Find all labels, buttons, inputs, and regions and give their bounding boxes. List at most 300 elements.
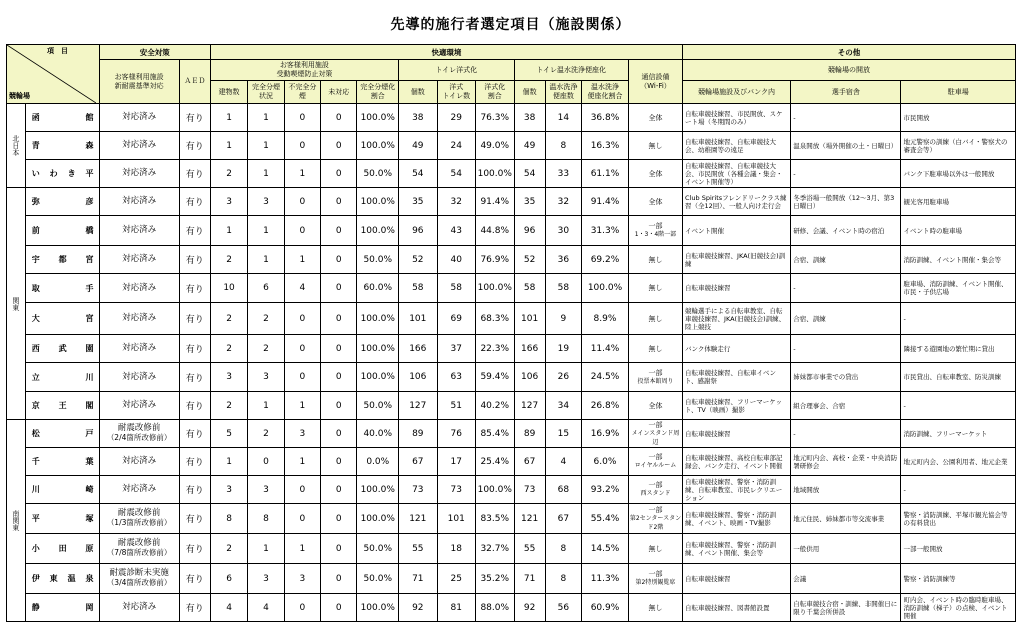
header-item: 項 目 xyxy=(47,47,68,55)
venue-cell: 前橋 xyxy=(25,216,99,246)
parking-cell: イベント時の駐車場 xyxy=(901,216,1016,246)
wifi-cell: 全体 xyxy=(628,160,682,188)
western-cell: 32 xyxy=(437,188,475,216)
westrate-cell: 32.7% xyxy=(476,534,514,564)
none-cell: 0 xyxy=(321,246,357,274)
warmrate-cell: 24.5% xyxy=(582,363,629,392)
toilet-count-cell: 127 xyxy=(399,392,437,420)
none-cell: 0 xyxy=(321,448,357,476)
venue-cell: 静岡 xyxy=(25,594,99,622)
venue-cell: 弥彦 xyxy=(25,188,99,216)
westrate-cell: 91.4% xyxy=(476,188,514,216)
table-row xyxy=(7,188,1016,216)
wifi-cell: 無し xyxy=(628,274,682,303)
warm-cell: 14 xyxy=(545,104,581,132)
none-cell: 0 xyxy=(321,564,357,594)
partial-cell: 0 xyxy=(284,188,320,216)
western-cell: 37 xyxy=(437,335,475,363)
lodge-cell: 自転車競技合宿・訓練、非開催日に限り千葉会所併設 xyxy=(791,594,901,622)
bank-cell: 自転車競技練習、図書館設置 xyxy=(683,594,791,622)
western-cell: 63 xyxy=(437,363,475,392)
table-row xyxy=(7,504,1016,534)
quake-cell: 対応済み xyxy=(99,188,179,216)
westrate-cell: 40.2% xyxy=(476,392,514,420)
parking-cell: 消防訓練、フリーマーケット xyxy=(901,420,1016,448)
table-row xyxy=(7,246,1016,274)
bank-cell: イベント開催 xyxy=(683,216,791,246)
venue-cell: 函館 xyxy=(25,104,99,132)
venue-cell: 千葉 xyxy=(25,448,99,476)
aed-cell: 有り xyxy=(179,160,210,188)
fullrate-cell: 100.0% xyxy=(357,132,399,160)
warmrate-cell: 36.8% xyxy=(582,104,629,132)
partial-cell: 0 xyxy=(284,504,320,534)
full-cell: 3 xyxy=(248,188,284,216)
wifi-cell: 一部 1・3・4階一部 xyxy=(628,216,682,246)
westrate-cell: 83.5% xyxy=(476,504,514,534)
table-body xyxy=(7,104,1016,622)
western-cell: 51 xyxy=(437,392,475,420)
parking-cell: - xyxy=(901,476,1016,504)
westrate-cell: 100.0% xyxy=(476,274,514,303)
wifi-cell: 一部 ロイヤルルーム xyxy=(628,448,682,476)
parking-cell: 隣接する遊園地の繁忙期に貸出 xyxy=(901,335,1016,363)
aed-cell: 有り xyxy=(179,274,210,303)
header-none: 未対応 xyxy=(321,81,357,104)
lodge-cell: 合宿、訓練 xyxy=(791,246,901,274)
toilet-count-cell: 106 xyxy=(399,363,437,392)
quake-cell: 対応済み xyxy=(99,363,179,392)
aed-cell: 有り xyxy=(179,335,210,363)
washlet-count-cell: 127 xyxy=(514,392,545,420)
lodge-cell: 温泉開放（場外開催の土・日曜日） xyxy=(791,132,901,160)
toilet-count-cell: 73 xyxy=(399,476,437,504)
washlet-count-cell: 101 xyxy=(514,303,545,335)
westrate-cell: 25.4% xyxy=(476,448,514,476)
full-cell: 1 xyxy=(248,392,284,420)
bank-cell: バンク体験走行 xyxy=(683,335,791,363)
bank-cell: 競輪選手による自転車教室、自転車競技練習、JKA(旧競技会)訓練、陸上競技 xyxy=(683,303,791,335)
quake-cell: 耐震改修前 （7/8箇所改修前） xyxy=(99,534,179,564)
warmrate-cell: 11.4% xyxy=(582,335,629,363)
bldg-cell: 2 xyxy=(210,303,247,335)
lodge-cell: 地域開放 xyxy=(791,476,901,504)
bank-cell: 自転車競技練習、自転車イベント、感謝祭 xyxy=(683,363,791,392)
warm-cell: 67 xyxy=(545,504,581,534)
toilet-count-cell: 121 xyxy=(399,504,437,534)
parking-cell: 駐車場、消防訓練、イベント開催、市民・子供広場 xyxy=(901,274,1016,303)
quake-cell: 対応済み xyxy=(99,132,179,160)
wifi-cell: 一部 第2センタースタンド2階 xyxy=(628,504,682,534)
aed-cell: 有り xyxy=(179,363,210,392)
bank-cell: Club Spiritsフレンドリークラス練習（全12回）、一般人向け走行会 xyxy=(683,188,791,216)
toilet-count-cell: 54 xyxy=(399,160,437,188)
westrate-cell: 88.0% xyxy=(476,594,514,622)
warmrate-cell: 61.1% xyxy=(582,160,629,188)
full-cell: 4 xyxy=(248,594,284,622)
fullrate-cell: 60.0% xyxy=(357,274,399,303)
warmrate-cell: 93.2% xyxy=(582,476,629,504)
western-cell: 54 xyxy=(437,160,475,188)
washlet-count-cell: 92 xyxy=(514,594,545,622)
warmrate-cell: 60.9% xyxy=(582,594,629,622)
none-cell: 0 xyxy=(321,594,357,622)
none-cell: 0 xyxy=(321,303,357,335)
quake-cell: 対応済み xyxy=(99,303,179,335)
partial-cell: 3 xyxy=(284,420,320,448)
fullrate-cell: 100.0% xyxy=(357,216,399,246)
table-row xyxy=(7,132,1016,160)
western-cell: 76 xyxy=(437,420,475,448)
warm-cell: 30 xyxy=(545,216,581,246)
western-cell: 101 xyxy=(437,504,475,534)
wifi-cell: 無し xyxy=(628,594,682,622)
none-cell: 0 xyxy=(321,504,357,534)
full-cell: 1 xyxy=(248,216,284,246)
fullrate-cell: 100.0% xyxy=(357,476,399,504)
bldg-cell: 1 xyxy=(210,448,247,476)
bldg-cell: 8 xyxy=(210,504,247,534)
header-washlet: トイレ温水洗浄便座化 xyxy=(514,60,628,81)
header-corner xyxy=(7,45,100,104)
bank-cell: 自転車競技練習、警察・消防訓練、自転車教室、市民レクリエーション xyxy=(683,476,791,504)
washlet-count-cell: 38 xyxy=(514,104,545,132)
header-other: その他 xyxy=(683,45,1016,60)
westrate-cell: 35.2% xyxy=(476,564,514,594)
venue-cell: 小田原 xyxy=(25,534,99,564)
table-row xyxy=(7,335,1016,363)
bank-cell: 自転車競技練習 xyxy=(683,564,791,594)
quake-cell: 耐震改修前 （1/3箇所改修前） xyxy=(99,504,179,534)
bldg-cell: 3 xyxy=(210,188,247,216)
header-parking: 駐車場 xyxy=(901,81,1016,104)
westrate-cell: 68.3% xyxy=(476,303,514,335)
toilet-count-cell: 101 xyxy=(399,303,437,335)
bank-cell: 自転車競技練習、フリーマーケット、TV（映画）撮影 xyxy=(683,392,791,420)
header-bldg: 建物数 xyxy=(210,81,247,104)
full-cell: 1 xyxy=(248,534,284,564)
bldg-cell: 2 xyxy=(210,392,247,420)
warm-cell: 8 xyxy=(545,534,581,564)
warm-cell: 56 xyxy=(545,594,581,622)
bldg-cell: 2 xyxy=(210,246,247,274)
washlet-count-cell: 58 xyxy=(514,274,545,303)
warmrate-cell: 91.4% xyxy=(582,188,629,216)
bldg-cell: 2 xyxy=(210,534,247,564)
warm-cell: 32 xyxy=(545,188,581,216)
partial-cell: 0 xyxy=(284,476,320,504)
none-cell: 0 xyxy=(321,132,357,160)
lodge-cell: - xyxy=(791,420,901,448)
header-bank: 競輪場施設及びバンク内 xyxy=(683,81,791,104)
wifi-cell: 無し xyxy=(628,132,682,160)
none-cell: 0 xyxy=(321,188,357,216)
none-cell: 0 xyxy=(321,104,357,132)
quake-cell: 対応済み xyxy=(99,216,179,246)
venue-cell: 大宮 xyxy=(25,303,99,335)
warmrate-cell: 26.8% xyxy=(582,392,629,420)
aed-cell: 有り xyxy=(179,564,210,594)
western-cell: 58 xyxy=(437,274,475,303)
warm-cell: 19 xyxy=(545,335,581,363)
partial-cell: 0 xyxy=(284,303,320,335)
fullrate-cell: 100.0% xyxy=(357,104,399,132)
warmrate-cell: 14.5% xyxy=(582,534,629,564)
fullrate-cell: 100.0% xyxy=(357,335,399,363)
lodge-cell: - xyxy=(791,160,901,188)
none-cell: 0 xyxy=(321,274,357,303)
table-row xyxy=(7,476,1016,504)
westrate-cell: 44.8% xyxy=(476,216,514,246)
westrate-cell: 22.3% xyxy=(476,335,514,363)
table-row xyxy=(7,216,1016,246)
fullrate-cell: 100.0% xyxy=(357,594,399,622)
fullrate-cell: 50.0% xyxy=(357,534,399,564)
venue-cell: 西武園 xyxy=(25,335,99,363)
quake-cell: 対応済み xyxy=(99,448,179,476)
lodge-cell: - xyxy=(791,274,901,303)
western-cell: 18 xyxy=(437,534,475,564)
aed-cell: 有り xyxy=(179,216,210,246)
header-safety: 安全対策 xyxy=(99,45,210,60)
bank-cell: 自転車競技練習、警察・消防訓練、イベント、映画・TV撮影 xyxy=(683,504,791,534)
western-cell: 43 xyxy=(437,216,475,246)
washlet-count-cell: 67 xyxy=(514,448,545,476)
aed-cell: 有り xyxy=(179,132,210,160)
warmrate-cell: 11.3% xyxy=(582,564,629,594)
western-cell: 73 xyxy=(437,476,475,504)
lodge-cell: 地元町内会、高校・企業・中央消防署研修会 xyxy=(791,448,901,476)
partial-cell: 1 xyxy=(284,246,320,274)
fullrate-cell: 100.0% xyxy=(357,504,399,534)
washlet-count-cell: 166 xyxy=(514,335,545,363)
washlet-count-cell: 73 xyxy=(514,476,545,504)
header-wifi: 通信設備 （Wi-Fi） xyxy=(628,60,682,104)
header-westrate: 洋式化 割合 xyxy=(476,81,514,104)
partial-cell: 4 xyxy=(284,274,320,303)
toilet-count-cell: 58 xyxy=(399,274,437,303)
lodge-cell: 組合理事会、合宿 xyxy=(791,392,901,420)
westrate-cell: 100.0% xyxy=(476,160,514,188)
wifi-cell: 無し xyxy=(628,534,682,564)
aed-cell: 有り xyxy=(179,448,210,476)
full-cell: 2 xyxy=(248,303,284,335)
lodge-cell: 合宿、訓練 xyxy=(791,303,901,335)
none-cell: 0 xyxy=(321,420,357,448)
parking-cell: 観光客用駐車場 xyxy=(901,188,1016,216)
venue-cell: 青森 xyxy=(25,132,99,160)
fullrate-cell: 100.0% xyxy=(357,188,399,216)
partial-cell: 3 xyxy=(284,564,320,594)
bldg-cell: 1 xyxy=(210,104,247,132)
wifi-cell: 一部 投票本館周り xyxy=(628,363,682,392)
partial-cell: 1 xyxy=(284,392,320,420)
region-cell: 関東 xyxy=(7,188,26,420)
wifi-cell: 全体 xyxy=(628,188,682,216)
table-row xyxy=(7,448,1016,476)
warm-cell: 68 xyxy=(545,476,581,504)
table-row xyxy=(7,594,1016,622)
table-row xyxy=(7,420,1016,448)
parking-cell: 警察・消防訓練、平塚市観光協会等の有料貸出 xyxy=(901,504,1016,534)
header-toilet-count: 個数 xyxy=(399,81,437,104)
warm-cell: 4 xyxy=(545,448,581,476)
washlet-count-cell: 49 xyxy=(514,132,545,160)
lodge-cell: 研修、会議、イベント時の宿泊 xyxy=(791,216,901,246)
bldg-cell: 1 xyxy=(210,216,247,246)
aed-cell: 有り xyxy=(179,504,210,534)
table-row xyxy=(7,363,1016,392)
facility-table xyxy=(6,44,1016,622)
aed-cell: 有り xyxy=(179,188,210,216)
partial-cell: 0 xyxy=(284,594,320,622)
full-cell: 1 xyxy=(248,246,284,274)
warmrate-cell: 55.4% xyxy=(582,504,629,534)
toilet-count-cell: 71 xyxy=(399,564,437,594)
toilet-count-cell: 52 xyxy=(399,246,437,274)
quake-cell: 対応済み xyxy=(99,246,179,274)
washlet-count-cell: 54 xyxy=(514,160,545,188)
header-washlet-count: 個数 xyxy=(514,81,545,104)
washlet-count-cell: 55 xyxy=(514,534,545,564)
fullrate-cell: 40.0% xyxy=(357,420,399,448)
document-title: 先導的施行者選定項目（施設関係） xyxy=(390,17,631,33)
quake-cell: 対応済み xyxy=(99,335,179,363)
quake-cell: 耐震診断未実施 （3/4箇所改修前） xyxy=(99,564,179,594)
full-cell: 1 xyxy=(248,104,284,132)
wifi-cell: 一部 メインスタンド周辺 xyxy=(628,420,682,448)
wifi-cell: 全体 xyxy=(628,104,682,132)
full-cell: 2 xyxy=(248,335,284,363)
warm-cell: 8 xyxy=(545,564,581,594)
warm-cell: 9 xyxy=(545,303,581,335)
header-warm: 温水洗浄 便座数 xyxy=(545,81,581,104)
bank-cell: 自転車競技練習、警察・消防訓練、イベント開催、集会等 xyxy=(683,534,791,564)
aed-cell: 有り xyxy=(179,420,210,448)
fullrate-cell: 50.0% xyxy=(357,160,399,188)
toilet-count-cell: 89 xyxy=(399,420,437,448)
full-cell: 2 xyxy=(248,420,284,448)
parking-cell: バンク下駐車場以外は一般開放 xyxy=(901,160,1016,188)
header-toilet: トイレ洋式化 xyxy=(399,60,514,81)
header-aed: ＡＥＤ xyxy=(179,60,210,104)
partial-cell: 0 xyxy=(284,132,320,160)
quake-cell: 対応済み xyxy=(99,392,179,420)
bldg-cell: 3 xyxy=(210,476,247,504)
header-quake: お客様利用施設 新耐震基準対応 xyxy=(99,60,179,104)
full-cell: 1 xyxy=(248,160,284,188)
venue-cell: 立川 xyxy=(25,363,99,392)
quake-cell: 耐震改修前 （2/4箇所改修前） xyxy=(99,420,179,448)
parking-cell: 一部一般開放 xyxy=(901,534,1016,564)
washlet-count-cell: 96 xyxy=(514,216,545,246)
bank-cell: 自転車競技練習 xyxy=(683,420,791,448)
venue-cell: 伊東温泉 xyxy=(25,564,99,594)
toilet-count-cell: 55 xyxy=(399,534,437,564)
quake-cell: 対応済み xyxy=(99,594,179,622)
westrate-cell: 76.9% xyxy=(476,246,514,274)
venue-cell: 京王閣 xyxy=(25,392,99,420)
fullrate-cell: 100.0% xyxy=(357,363,399,392)
lodge-cell: - xyxy=(791,104,901,132)
venue-cell: 取手 xyxy=(25,274,99,303)
none-cell: 0 xyxy=(321,363,357,392)
full-cell: 3 xyxy=(248,476,284,504)
lodge-cell: 会議 xyxy=(791,564,901,594)
wifi-cell: 一部 第2特別観覧席 xyxy=(628,564,682,594)
warmrate-cell: 100.0% xyxy=(582,274,629,303)
wifi-cell: 無し xyxy=(628,335,682,363)
header-smoke: お客様利用施設 受動喫煙防止対策 xyxy=(210,60,398,81)
none-cell: 0 xyxy=(321,476,357,504)
toilet-count-cell: 96 xyxy=(399,216,437,246)
venue-cell: いわき平 xyxy=(25,160,99,188)
aed-cell: 有り xyxy=(179,594,210,622)
western-cell: 40 xyxy=(437,246,475,274)
quake-cell: 対応済み xyxy=(99,160,179,188)
toilet-count-cell: 38 xyxy=(399,104,437,132)
lodge-cell: 姉妹都市事業での貸出 xyxy=(791,363,901,392)
none-cell: 0 xyxy=(321,335,357,363)
washlet-count-cell: 52 xyxy=(514,246,545,274)
header-venue: 競輪場 xyxy=(9,92,30,100)
warm-cell: 26 xyxy=(545,363,581,392)
western-cell: 81 xyxy=(437,594,475,622)
header-warmrate: 温水洗浄 便座化割合 xyxy=(582,81,629,104)
region-cell: 北日本 xyxy=(7,104,26,188)
parking-cell: 市民貸出、自転車教室、防災訓練 xyxy=(901,363,1016,392)
lodge-cell: 一般供用 xyxy=(791,534,901,564)
none-cell: 0 xyxy=(321,392,357,420)
toilet-count-cell: 35 xyxy=(399,188,437,216)
partial-cell: 0 xyxy=(284,216,320,246)
partial-cell: 1 xyxy=(284,448,320,476)
partial-cell: 0 xyxy=(284,335,320,363)
bldg-cell: 1 xyxy=(210,132,247,160)
region-cell: 南関東 xyxy=(7,420,26,622)
aed-cell: 有り xyxy=(179,246,210,274)
lodge-cell: 地元住民、姉妹都市等交流事業 xyxy=(791,504,901,534)
washlet-count-cell: 35 xyxy=(514,188,545,216)
table-row xyxy=(7,564,1016,594)
toilet-count-cell: 92 xyxy=(399,594,437,622)
wifi-cell: 無し xyxy=(628,246,682,274)
quake-cell: 対応済み xyxy=(99,476,179,504)
parking-cell: 町内会、イベント時の臨時駐車場、消防訓練（梯子）の点検、イベント開催 xyxy=(901,594,1016,622)
parking-cell: 市民開放 xyxy=(901,104,1016,132)
header-full: 完全分煙 状況 xyxy=(248,81,284,104)
warmrate-cell: 16.3% xyxy=(582,132,629,160)
parking-cell: 地元町内会、公園利用者、地元企業 xyxy=(901,448,1016,476)
westrate-cell: 85.4% xyxy=(476,420,514,448)
fullrate-cell: 0.0% xyxy=(357,448,399,476)
bldg-cell: 10 xyxy=(210,274,247,303)
bldg-cell: 4 xyxy=(210,594,247,622)
warm-cell: 34 xyxy=(545,392,581,420)
full-cell: 6 xyxy=(248,274,284,303)
western-cell: 17 xyxy=(437,448,475,476)
full-cell: 1 xyxy=(248,132,284,160)
fullrate-cell: 50.0% xyxy=(357,246,399,274)
full-cell: 3 xyxy=(248,363,284,392)
table-row xyxy=(7,534,1016,564)
warmrate-cell: 6.0% xyxy=(582,448,629,476)
venue-cell: 川崎 xyxy=(25,476,99,504)
parking-cell: 消防訓練、イベント開催・集会等 xyxy=(901,246,1016,274)
header-western: 洋式 トイレ数 xyxy=(437,81,475,104)
venue-cell: 松戸 xyxy=(25,420,99,448)
partial-cell: 1 xyxy=(284,160,320,188)
